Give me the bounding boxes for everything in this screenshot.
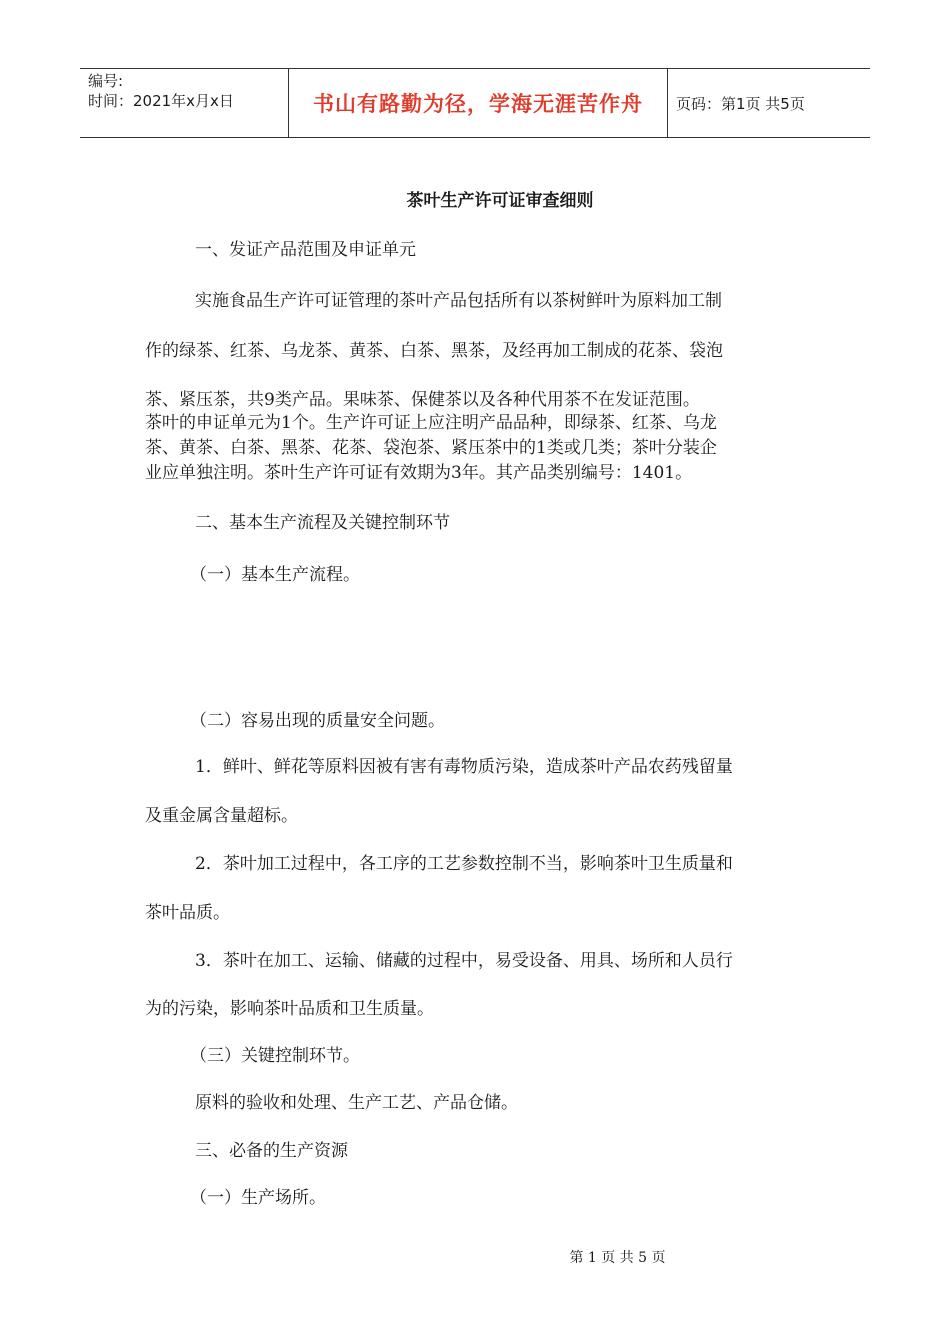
page-footer: 第 1 页 共 5 页	[569, 1250, 666, 1266]
paragraph-line: 及重金属含量超标。	[145, 806, 298, 826]
motto: 书山有路勤为径，学海无涯苦作舟	[289, 69, 668, 137]
paragraph-line: 实施食品生产许可证管理的茶叶产品包括所有以茶树鲜叶为原料加工制	[195, 291, 722, 311]
paragraph-line: 1．鲜叶、鲜花等原料因被有害有毒物质污染，造成茶叶产品农药残留量	[195, 757, 733, 777]
paragraph-line: 2．茶叶加工过程中，各工序的工艺参数控制不当，影响茶叶卫生质量和	[195, 854, 733, 874]
paragraph-line: 3．茶叶在加工、运输、储藏的过程中，易受设备、用具、场所和人员行	[195, 951, 733, 971]
header-table	[80, 68, 870, 138]
subsection-heading: （一）基本生产流程。	[190, 565, 360, 585]
paragraph-line: 茶叶品质。	[145, 903, 230, 923]
section-heading: 一、发证产品范围及申证单元	[195, 240, 416, 260]
doc-title: 茶叶生产许可证审查细则	[406, 191, 594, 211]
header-left-cell	[80, 69, 289, 137]
section-heading: 二、基本生产流程及关键控制环节	[195, 513, 450, 533]
section-heading: 三、必备的生产资源	[195, 1141, 348, 1161]
paragraph-line: 茶、紧压茶，共9类产品。果味茶、保健茶以及各种代用茶不在发证范围。	[145, 390, 700, 410]
subsection-heading: （三）关键控制环节。	[190, 1046, 360, 1066]
page-label: 页码：第1页 共5页	[676, 94, 805, 113]
paragraph-line: 茶叶的申证单元为1个。生产许可证上应注明产品品种，即绿茶、红茶、乌龙	[145, 413, 717, 433]
paragraph-line: 业应单独注明。茶叶生产许可证有效期为3年。其产品类别编号：1401。	[145, 463, 693, 483]
paragraph-line: 茶、黄茶、白茶、黑茶、花茶、袋泡茶、紧压茶中的1类或几类；茶叶分装企	[145, 438, 717, 458]
time-label: 时间：2021年x月x日	[88, 92, 234, 110]
number-label: 编号:	[88, 72, 124, 90]
paragraph-line: 原料的验收和处理、生产工艺、产品仓储。	[195, 1093, 518, 1113]
paragraph-line: 为的污染，影响茶叶品质和卫生质量。	[145, 999, 434, 1019]
paragraph-line: 作的绿茶、红茶、乌龙茶、黄茶、白茶、黑茶，及经再加工制成的花茶、袋泡	[145, 341, 723, 361]
subsection-heading: （一）生产场所。	[190, 1188, 326, 1208]
subsection-heading: （二）容易出现的质量安全问题。	[190, 711, 445, 731]
